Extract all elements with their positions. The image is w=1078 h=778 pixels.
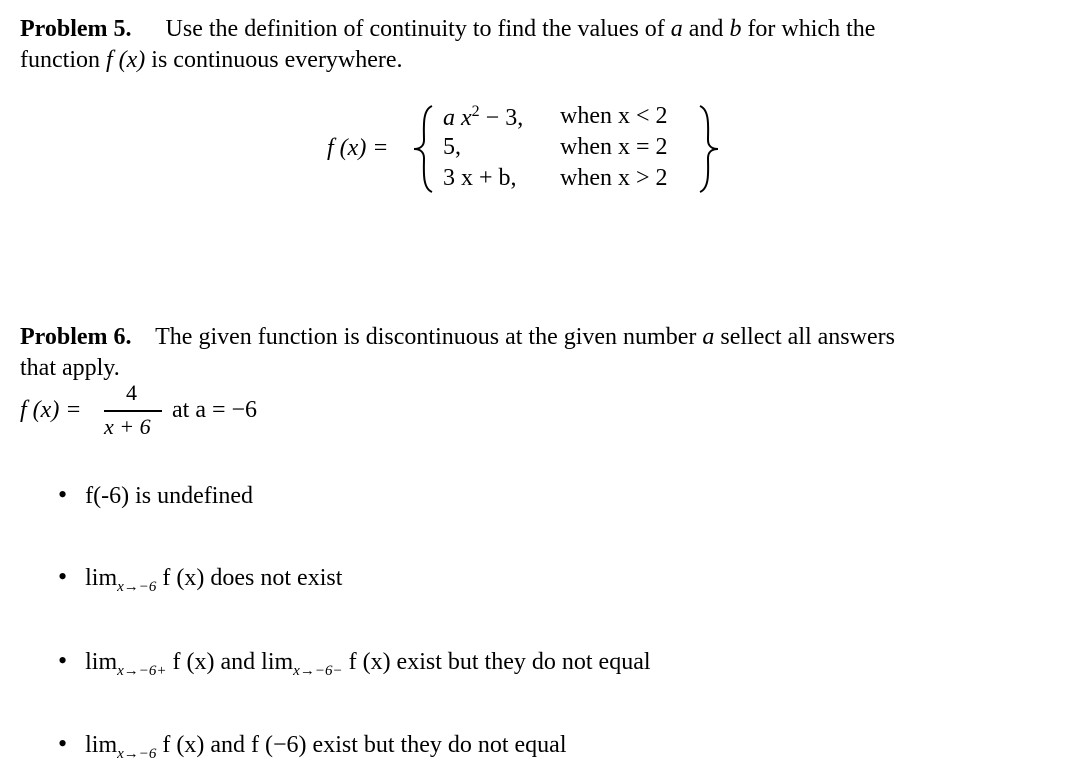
- case1-expr-a: a x: [443, 105, 472, 131]
- problem6-line1: [20, 324, 895, 351]
- case1-pow: 2: [471, 103, 480, 120]
- left-brace: [412, 104, 436, 194]
- option4-bullet: •: [58, 729, 68, 758]
- problem5-var-a: a: [670, 16, 683, 42]
- option4-lim: lim: [85, 732, 118, 758]
- case3-expr-a: 3 x + b,: [443, 165, 517, 191]
- problem5-fx: f (x): [105, 47, 146, 73]
- option-3: [58, 646, 651, 680]
- problem5-line2-a: function: [20, 47, 106, 73]
- case-row-1: [443, 103, 523, 132]
- option2-rest: f (x) does not exist: [156, 565, 343, 591]
- problem6-var-a: a: [702, 324, 715, 350]
- option-2: [58, 562, 342, 596]
- problem5-text-b: for which the: [741, 16, 876, 42]
- option4-rest: f (x) and f (−6) exist but they do not equal: [156, 732, 567, 758]
- fraction-bar: [104, 410, 162, 412]
- option3-lim: lim: [85, 649, 118, 675]
- fraction-numerator: 4: [126, 380, 137, 405]
- option3-bullet: •: [58, 646, 68, 675]
- option1-bullet: •: [58, 480, 68, 509]
- option3-mid: f (x) and lim: [166, 649, 294, 675]
- option3-sub: x→−6+: [117, 663, 167, 679]
- option3-rest: f (x) exist but they do not equal: [342, 649, 651, 675]
- problem5-line1: [20, 16, 875, 43]
- case2-expr-a: 5,: [443, 134, 461, 160]
- problem6-text-b: sellect all answers: [714, 324, 895, 350]
- piecewise-lhs: f (x) =: [327, 135, 389, 161]
- case-row-2: [443, 134, 461, 161]
- case2-cond: when x = 2: [560, 134, 668, 160]
- fraction-denominator: x + 6: [104, 414, 151, 439]
- option1-text: f(-6) is undefined: [85, 483, 254, 509]
- case-row-3: [443, 165, 517, 192]
- option3-sub2: x→−6−: [293, 663, 343, 679]
- problem5-text-a: Use the definition of continuity to find the values of: [165, 16, 671, 42]
- problem5-line2-b: is continuous everywhere.: [145, 47, 403, 73]
- option4-sub: x→−6: [117, 746, 157, 762]
- option-1: [58, 480, 253, 510]
- problem6-label: Problem 6.: [20, 324, 132, 350]
- problem6-text-a: The given function is discontinuous at the given number: [155, 324, 703, 350]
- option2-lim: lim: [85, 565, 118, 591]
- option2-sub: x→−6: [117, 579, 157, 595]
- right-brace: [696, 104, 720, 194]
- case1-cond: when x < 2: [560, 103, 668, 129]
- case3-cond: when x > 2: [560, 165, 668, 191]
- fraction-lhs: f (x) =: [20, 397, 82, 423]
- problem5-text-and: and: [682, 16, 730, 42]
- option-4: [58, 729, 567, 763]
- problem5-line2: [20, 47, 403, 74]
- option2-bullet: •: [58, 562, 68, 591]
- fraction-at-text: at a = −6: [172, 397, 258, 423]
- problem5-var-b: b: [729, 16, 742, 42]
- case1-expr-b: − 3,: [479, 105, 524, 131]
- problem6-line2: that apply.: [20, 355, 120, 381]
- problem5-label: Problem 5.: [20, 16, 132, 42]
